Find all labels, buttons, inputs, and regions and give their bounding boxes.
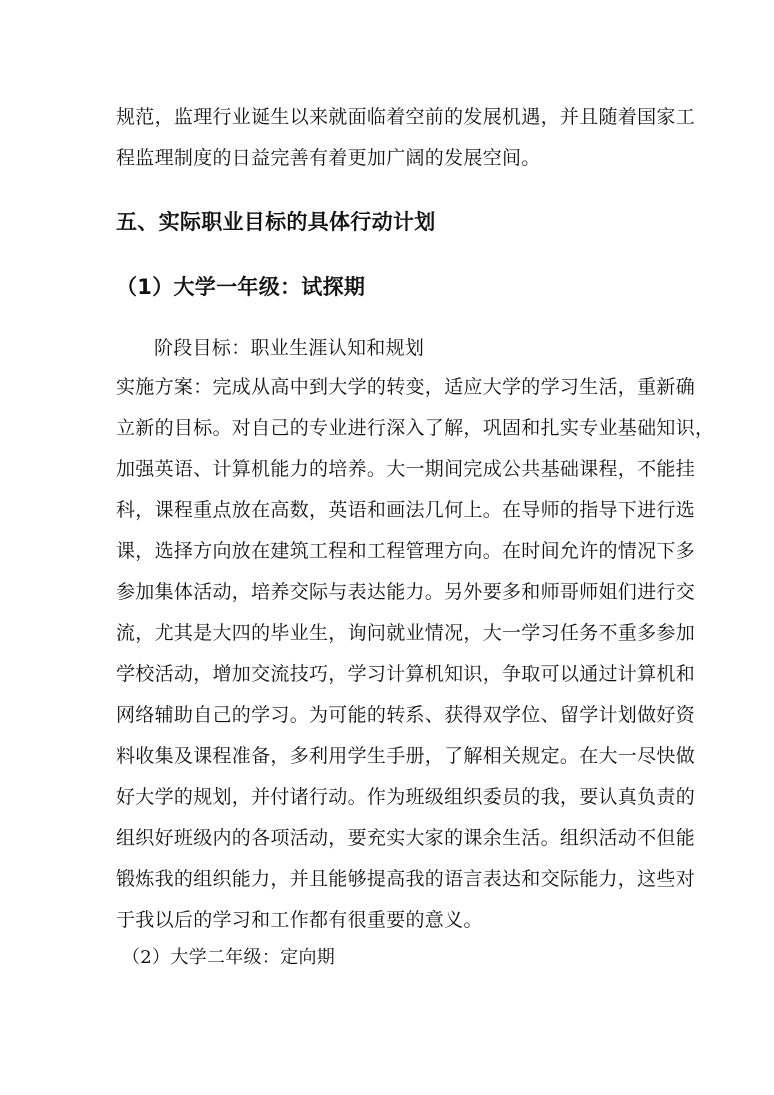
paragraph-line: 好大学的规划，并付诸行动。作为班级组织委员的我，要认真负责的: [116, 786, 696, 808]
paragraph-line: 加强英语、计算机能力的培养。大一期间完成公共基础课程，不能挂: [116, 458, 696, 480]
paragraph-line: 立新的目标。对自己的专业进行深入了解，巩固和扎实专业基础知识，: [116, 417, 715, 439]
paragraph-line: 科，课程重点放在高数，英语和画法几何上。在导师的指导下进行选: [116, 499, 696, 521]
paragraph-line: 课，选择方向放在建筑工程和工程管理方向。在时间允许的情况下多: [116, 540, 696, 562]
paragraph-line: 规范，监理行业诞生以来就面临着空前的发展机遇，并且随着国家工: [116, 106, 696, 128]
paragraph-line: 锻炼我的组织能力，并且能够提高我的语言表达和交际能力，这些对: [116, 868, 696, 890]
paragraph-line: 参加集体活动，培养交际与表达能力。另外要多和师哥师姐们进行交: [116, 581, 696, 603]
paragraph-line: 料收集及课程准备，多利用学生手册，了解相关规定。在大一尽快做: [116, 745, 696, 767]
section-heading: 五、实际职业目标的具体行动计划: [116, 210, 436, 234]
paragraph-line: 于我以后的学习和工作都有很重要的意义。: [116, 909, 483, 931]
subsection-heading: （1）大学一年级：试探期: [116, 275, 366, 299]
paragraph-line: 实施方案：完成从高中到大学的转变，适应大学的学习生活，重新确: [116, 376, 696, 398]
paragraph-line: 学校活动，增加交流技巧，学习计算机知识，争取可以通过计算机和: [116, 663, 696, 685]
paragraph-line: 程监理制度的日益完善有着更加广阔的发展空间。: [116, 147, 541, 169]
paragraph-line: 流，尤其是大四的毕业生，询问就业情况，大一学习任务不重多参加: [116, 622, 696, 644]
paragraph-line: 组织好班级内的各项活动，要充实大家的课余生活。组织活动不但能: [116, 827, 696, 849]
subsection-label: （2）大学二年级：定向期: [122, 947, 336, 968]
stage-goal-line: 阶段目标：职业生涯认知和规划: [154, 337, 425, 359]
paragraph-line: 网络辅助自己的学习。为可能的转系、获得双学位、留学计划做好资: [116, 704, 696, 726]
